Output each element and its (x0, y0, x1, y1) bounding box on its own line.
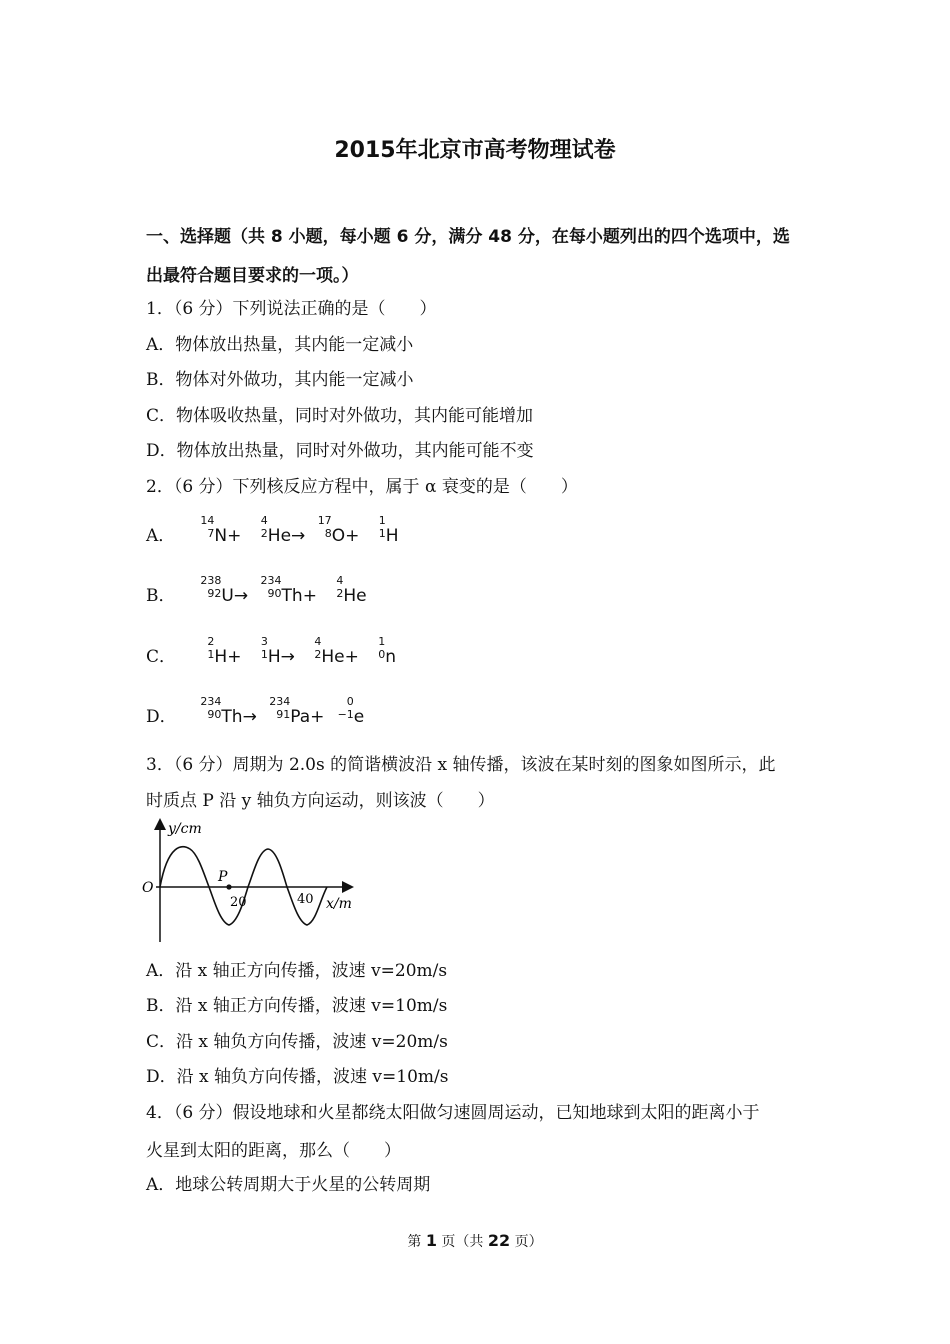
element-symbol: Th (281, 586, 303, 606)
q1-option-b: B．物体对外做功，其内能一定减小 (146, 370, 414, 390)
operator: + (345, 526, 360, 546)
section-heading-line2: 出最符合题目要求的一项。） (146, 266, 359, 286)
charge-number: 90 (207, 708, 222, 721)
q2-option-b (146, 574, 367, 606)
q4-stem-line2: 火星到太阳的距离，那么（ ） (146, 1141, 401, 1161)
q1-stem: 1．（6 分）下列说法正确的是（ ） (146, 299, 437, 319)
footer-page-number: 1 (425, 1231, 437, 1250)
nuclide (251, 635, 295, 667)
point-p-marker (226, 884, 231, 889)
option-label: C． (146, 647, 177, 667)
nuclide (197, 514, 242, 546)
nuclide (369, 514, 399, 546)
charge-number: 90 (267, 587, 282, 600)
charge-number: 92 (207, 587, 222, 600)
q3-stem-line1: 3．（6 分）周期为 2.0s 的简谐横波沿 x 轴传播，该波在某时刻的图象如图所示，此 (146, 755, 776, 775)
mass-number: 1 (378, 635, 386, 648)
point-p-label: P (218, 869, 228, 885)
element-symbol: H (214, 647, 228, 667)
charge-number: 0 (378, 648, 386, 661)
q4-stem-line1: 4．（6 分）假设地球和火星都绕太阳做匀速圆周运动，已知地球到太阳的距离小于 (146, 1103, 760, 1123)
footer-middle: 页（共 (436, 1234, 488, 1250)
element-symbol: e (353, 707, 365, 727)
element-symbol: H (267, 647, 281, 667)
element-symbol: He (321, 647, 345, 667)
footer-prefix: 第 (407, 1234, 426, 1250)
charge-number: 2 (314, 648, 322, 661)
mass-number: 234 (269, 695, 291, 708)
tick-40-label: 40 (297, 892, 314, 907)
nuclide (326, 574, 367, 606)
element-symbol: He (343, 586, 367, 606)
element-symbol: U (221, 586, 234, 606)
element-symbol: O (331, 526, 346, 546)
x-axis-label: x/m (326, 896, 352, 912)
q3-option-c: C．沿 x 轴负方向传播，波速 v=20m/s (146, 1032, 448, 1052)
element-symbol: N (214, 526, 228, 546)
mass-number: 2 (207, 635, 215, 648)
charge-number: 1 (378, 527, 386, 540)
element-symbol: H (385, 526, 399, 546)
mass-number: 234 (260, 574, 282, 587)
option-label: D． (146, 707, 177, 727)
q4-option-a: A．地球公转周期大于火星的公转周期 (146, 1175, 431, 1195)
mass-number: 17 (317, 514, 332, 527)
charge-number: −1 (337, 708, 354, 721)
charge-number: 2 (260, 527, 268, 540)
nuclide (251, 514, 306, 546)
nuclide (197, 574, 249, 606)
operator: + (344, 647, 359, 667)
page-footer (0, 1231, 950, 1251)
mass-number: 0 (346, 695, 354, 708)
option-label: A． (146, 526, 176, 546)
q2-option-a (146, 514, 399, 546)
nuclide (334, 695, 365, 727)
nuclide (304, 635, 359, 667)
charge-number: 8 (324, 527, 332, 540)
operator: → (233, 586, 249, 606)
element-symbol: Pa (290, 707, 311, 727)
charge-number: 91 (276, 708, 291, 721)
operator: + (302, 586, 317, 606)
element-symbol: He (267, 526, 292, 546)
charge-number: 2 (336, 587, 344, 600)
nuclide (197, 695, 257, 727)
q1-option-a: A．物体放出热量，其内能一定减小 (146, 335, 414, 355)
tick-20-label: 20 (230, 895, 247, 910)
q1-option-c: C．物体吸收热量，同时对外做功，其内能可能增加 (146, 406, 534, 426)
operator: → (291, 526, 306, 546)
mass-number: 14 (200, 514, 215, 527)
nuclide (266, 695, 325, 727)
q2-option-d (146, 695, 365, 727)
q2-stem: 2．（6 分）下列核反应方程中，属于 α 衰变的是（ ） (146, 477, 578, 497)
mass-number: 3 (260, 635, 268, 648)
operator: + (227, 647, 242, 667)
charge-number: 1 (207, 648, 215, 661)
wave-curve (160, 847, 327, 925)
nuclide (368, 635, 396, 667)
nuclide (315, 514, 360, 546)
mass-number: 1 (378, 514, 386, 527)
q3-option-b: B．沿 x 轴正方向传播，波速 v=10m/s (146, 996, 448, 1016)
mass-number: 238 (200, 574, 222, 587)
operator: + (227, 526, 242, 546)
q2-option-c (146, 635, 396, 667)
option-label: B． (146, 586, 176, 606)
footer-total-pages: 22 (487, 1231, 511, 1250)
nuclide (258, 574, 317, 606)
section-heading-line1: 一、选择题（共 8 小题，每小题 6 分，满分 48 分，在每小题列出的四个选项中，选 (146, 227, 790, 247)
operator: → (242, 707, 257, 727)
mass-number: 4 (260, 514, 268, 527)
mass-number: 234 (200, 695, 222, 708)
wave-figure (140, 818, 360, 948)
mass-number: 4 (314, 635, 322, 648)
q3-option-d: D．沿 x 轴负方向传播，波速 v=10m/s (146, 1067, 449, 1087)
q3-stem-line2: 时质点 P 沿 y 轴负方向运动，则该波（ ） (146, 791, 495, 811)
footer-suffix: 页） (510, 1234, 543, 1250)
element-symbol: Th (221, 707, 243, 727)
charge-number: 7 (207, 527, 215, 540)
q3-option-a: A．沿 x 轴正方向传播，波速 v=20m/s (146, 961, 448, 981)
element-symbol: n (385, 647, 396, 667)
operator: + (310, 707, 325, 727)
charge-number: 1 (260, 648, 268, 661)
q1-option-d: D．物体放出热量，同时对外做功，其内能可能不变 (146, 441, 534, 461)
operator: → (280, 647, 295, 667)
origin-label: O (142, 880, 154, 896)
y-axis-label: y/cm (168, 821, 202, 837)
page-title: 2015年北京市高考物理试卷 (334, 138, 616, 163)
mass-number: 4 (336, 574, 344, 587)
nuclide (197, 635, 242, 667)
